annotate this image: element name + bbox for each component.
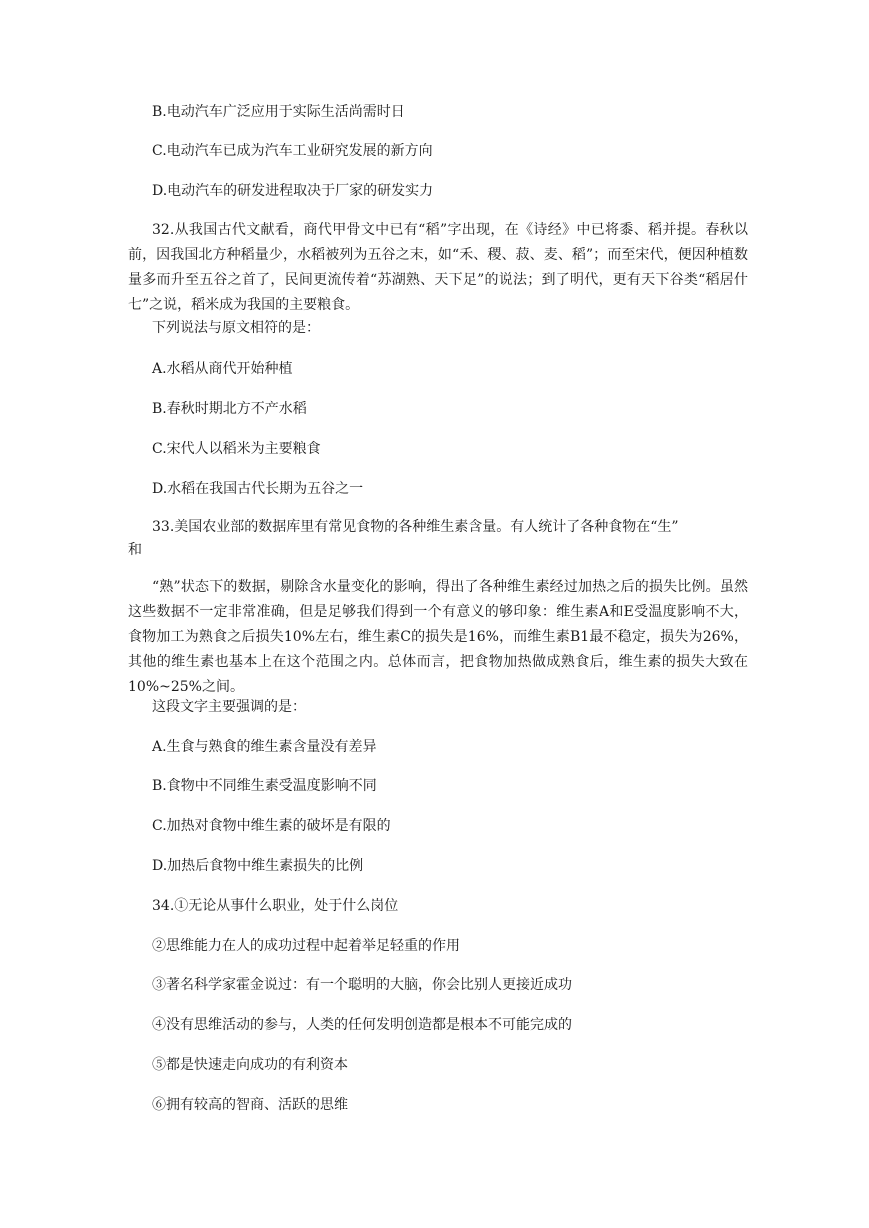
q34-sentence-3: ③著名科学家霍金说过：有一个聪明的大脑，你会比别人更接近成功	[152, 977, 572, 993]
q32-question: 下列说法与原文相符的是：	[152, 320, 320, 336]
q32-option-a: A.水稻从商代开始种植	[152, 361, 293, 377]
q31-option-b: B.电动汽车广泛应用于实际生活尚需时日	[152, 104, 405, 120]
q33-option-a: A.生食与熟食的维生素含量没有差异	[152, 739, 377, 755]
q33-option-b: B.食物中不同维生素受温度影响不同	[152, 778, 377, 794]
q33-option-c: C.加热对食物中维生素的破坏是有限的	[152, 818, 391, 834]
q31-option-d: D.电动汽车的研发进程取决于厂家的研发实力	[152, 183, 434, 199]
q33-passage-line1: 33.美国农业部的数据库里有常见食物的各种维生素含量。有人统计了各种食物在“生”	[152, 519, 679, 535]
q32-passage: 32.从我国古代文献看，商代甲骨文中已有“稻”字出现，在《诗经》中已将黍、稻并提。春秋以前，因我国北方种稻量少，水稻被列为五谷之末，如“禾、稷、菽、麦、稻”；而至宋代，便因种植数量多而升至五谷之首了，民间更流传着“苏湖熟、天下足”的说法；到了明代，更有天下谷类“稻居什七”之说，稻米成为我国的主要粮食。	[128, 222, 748, 313]
q32-option-b: B.春秋时期北方不产水稻	[152, 401, 307, 417]
q32-option-c: C.宋代人以稻米为主要粮食	[152, 441, 321, 457]
q31-option-c: C.电动汽车已成为汽车工业研究发展的新方向	[152, 143, 433, 159]
q34-sentence-4: ④没有思维活动的参与，人类的任何发明创造都是根本不可能完成的	[152, 1017, 572, 1033]
q33-option-d: D.加热后食物中维生素损失的比例	[152, 858, 364, 874]
q34-sentence-1: 34.①无论从事什么职业，处于什么岗位	[152, 898, 399, 914]
q33-question: 这段文字主要强调的是：	[152, 699, 306, 715]
q33-passage-line2: 和	[128, 542, 142, 558]
q33-passage-cont: “熟”状态下的数据，剔除含水量变化的影响，得出了各种维生素经过加热之后的损失比例。虽然这些数据不一定非常准确，但是足够我们得到一个有意义的够印象：维生素A和E受温度影响不大，食物加工为熟食之后损失10%左右，维生素C的损失是16%，而维生素B1最不稳定，损失为26%，其他的维生素也基本上在这个范围之内。总体而言，把食物加热做成熟食后，维生素的损失大致在10%~25%之间。	[128, 579, 748, 695]
q34-sentence-6: ⑥拥有较高的智商、活跃的思维	[152, 1097, 348, 1113]
q34-sentence-2: ②思维能力在人的成功过程中起着举足轻重的作用	[152, 938, 460, 954]
q34-sentence-5: ⑤都是快速走向成功的有利资本	[152, 1057, 348, 1073]
q32-option-d: D.水稻在我国古代长期为五谷之一	[152, 481, 364, 497]
